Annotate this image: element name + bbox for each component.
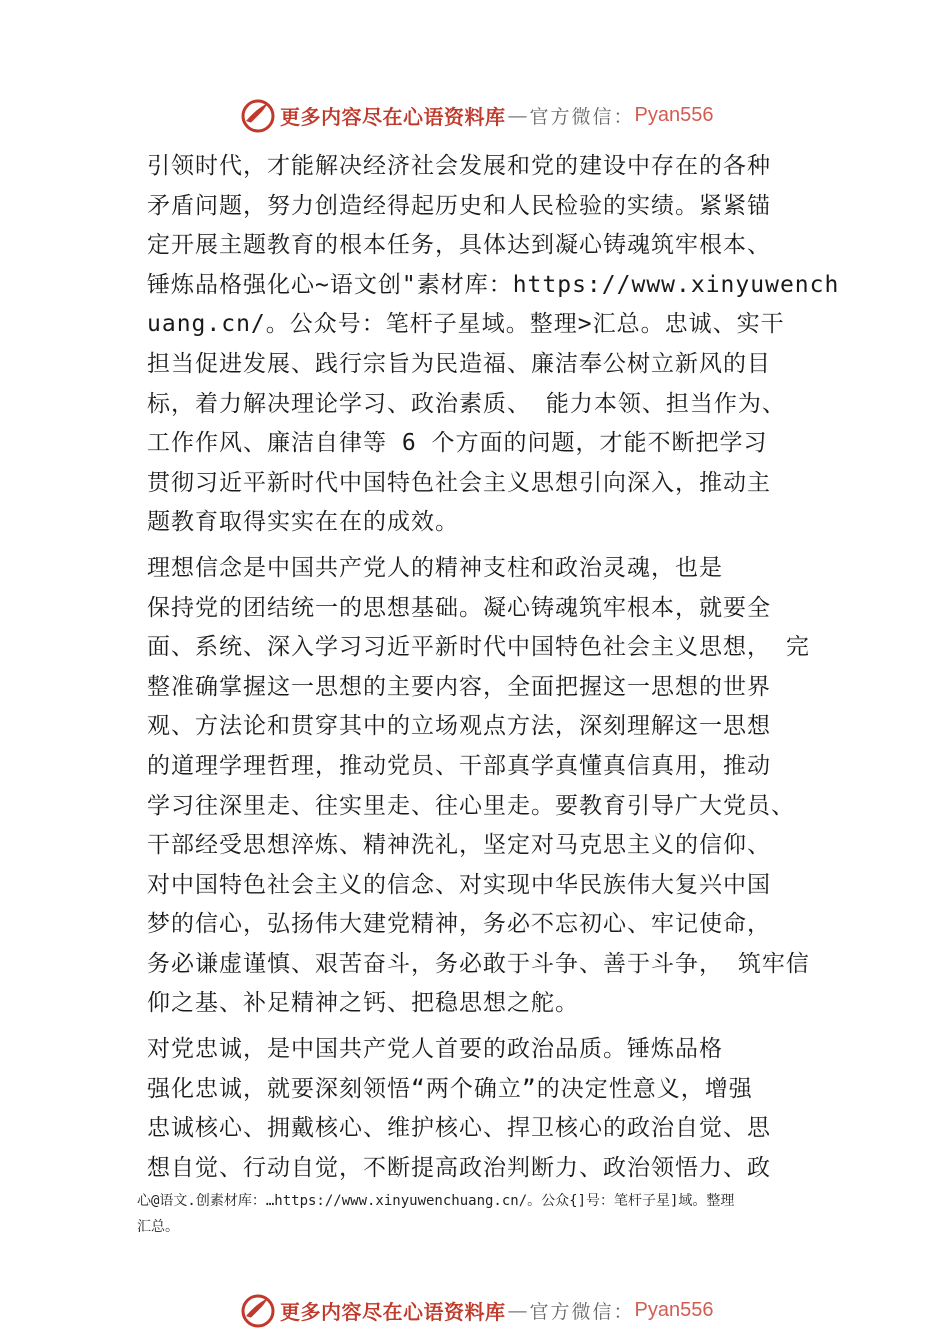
header-banner <box>238 95 758 135</box>
paragraph-3 <box>147 1030 827 1188</box>
footer-banner <box>238 1290 758 1330</box>
banner-dash: — <box>507 1298 528 1322</box>
text-line: 标，着力解决理论学习、政治素质、 能力本领、担当作为、 <box>147 390 786 417</box>
text-line: uang.cn/。公众号：笔杆子星域。整理>汇总。忠诚、实干 <box>147 311 785 338</box>
text-line: 务必谦虚谨慎、艰苦奋斗，务必敢于斗争、善于斗争， 筑牢信 <box>147 950 810 977</box>
text-line: 整准确掌握这一思想的主要内容，全面把握这一思想的世界 <box>147 673 771 700</box>
footnote <box>137 1188 847 1240</box>
text-line: 工作作风、廉洁自律等 6 个方面的问题，才能不断把学习 <box>147 430 768 457</box>
text-line: 干部经受思想淬炼、精神洗礼，坚定对马克思主义的信仰、 <box>147 832 771 859</box>
banner-wechat-label: 官方微信： <box>529 105 635 128</box>
text-line: 强化忠诚，就要深刻领悟“两个确立”的决定性意义，增强 <box>147 1075 753 1102</box>
text-line: 矛盾问题，努力创造经得起历史和人民检验的实绩。紧紧锚 <box>147 192 771 219</box>
paragraph-2 <box>147 549 827 1024</box>
text-line: 对党忠诚，是中国共产党人首要的政治品质。锤炼品格 <box>147 1036 723 1063</box>
text-line: 的道理学理哲理，推动党员、干部真学真懂真信真用，推动 <box>147 752 771 779</box>
text-line: 担当促进发展、践行宗旨为民造福、廉洁奉公树立新风的目 <box>147 350 771 377</box>
text-line: 仰之基、补足精神之钙、把稳思想之舵。 <box>147 990 579 1017</box>
paragraph-1 <box>147 147 840 543</box>
text-line: 保持党的团结统一的思想基础。凝心铸魂筑牢根本，就要全 <box>147 594 771 621</box>
text-line: 观、方法论和贯穿其中的立场观点方法，深刻理解这一思想 <box>147 713 771 740</box>
text-line: 想自觉、行动自觉，不断提高政治判断力、政治领悟力、政 <box>147 1154 771 1181</box>
banner-dash: — <box>507 103 528 127</box>
footnote-line: 汇总。 <box>137 1219 179 1235</box>
text-line: 面、系统、深入学习习近平新时代中国特色社会主义思想， 完 <box>147 634 810 661</box>
footnote-line: 心@语文.创素材库：…https://www.xinyuwenchuang.cn/。公众{]号：笔杆子星]域。整理 <box>137 1193 735 1209</box>
text-line: 锤炼品格强化心~语文创"素材库：https://www.xinyuwench <box>147 271 840 298</box>
document-body <box>147 147 840 1188</box>
text-line: 定开展主题教育的根本任务，具体达到凝心铸魂筑牢根本、 <box>147 232 771 259</box>
banner-main-text: 更多内容尽在心语资料库 <box>280 1299 506 1324</box>
text-line: 学习往深里走、往实里走、往心里走。要教育引导广大党员、 <box>147 792 795 819</box>
banner-wechat-id: Pyan556 <box>634 103 714 126</box>
brush-logo-icon <box>238 95 278 135</box>
text-line: 题教育取得实实在在的成效。 <box>147 509 459 536</box>
text-line: 对中国特色社会主义的信念、对实现中华民族伟大复兴中国 <box>147 871 771 898</box>
brush-logo-icon <box>238 1290 278 1330</box>
text-line: 忠诚核心、拥戴核心、维护核心、捍卫核心的政治自觉、思 <box>147 1115 771 1142</box>
text-line: 理想信念是中国共产党人的精神支柱和政治灵魂，也是 <box>147 554 723 581</box>
text-line: 引领时代，才能解决经济社会发展和党的建设中存在的各种 <box>147 153 771 179</box>
banner-main-text: 更多内容尽在心语资料库 <box>280 104 506 129</box>
text-line: 梦的信心，弘扬伟大建党精神，务必不忘初心、牢记使命， <box>147 911 771 938</box>
text-line: 贯彻习近平新时代中国特色社会主义思想引向深入，推动主 <box>147 469 771 496</box>
banner-wechat-label: 官方微信： <box>529 1300 635 1323</box>
banner-wechat-id: Pyan556 <box>634 1298 714 1321</box>
